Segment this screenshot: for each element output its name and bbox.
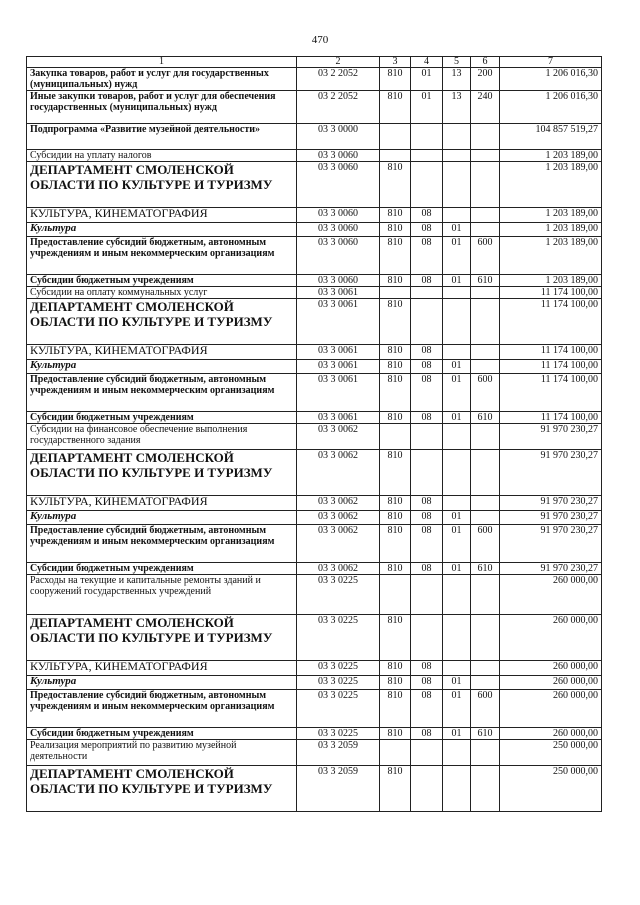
row-ministry-code xyxy=(380,740,411,766)
row-amount: 91 970 230,27 xyxy=(500,424,602,450)
row-target-code: 03 3 0225 xyxy=(297,728,380,740)
row-target-code: 03 3 2059 xyxy=(297,766,380,812)
row-ministry-code: 810 xyxy=(380,91,411,124)
row-ministry-code: 810 xyxy=(380,496,411,511)
row-target-code: 03 3 0060 xyxy=(297,150,380,162)
row-target-code: 03 3 0225 xyxy=(297,676,380,690)
row-section-code: 08 xyxy=(411,728,443,740)
row-subsection-code xyxy=(443,287,471,299)
row-subsection-code: 01 xyxy=(443,360,471,374)
row-section-code xyxy=(411,287,443,299)
row-section-code: 08 xyxy=(411,345,443,360)
row-subsection-code xyxy=(443,124,471,150)
row-ministry-code: 810 xyxy=(380,450,411,496)
row-target-code: 03 3 0225 xyxy=(297,615,380,661)
row-ministry-code: 810 xyxy=(380,345,411,360)
row-amount: 1 203 189,00 xyxy=(500,208,602,223)
row-target-code: 03 3 0225 xyxy=(297,661,380,676)
row-section-code xyxy=(411,150,443,162)
row-ministry-code: 810 xyxy=(380,511,411,525)
row-amount: 250 000,00 xyxy=(500,740,602,766)
row-target-code: 03 3 0061 xyxy=(297,412,380,424)
row-target-code: 03 3 0225 xyxy=(297,575,380,615)
row-section-code xyxy=(411,124,443,150)
row-target-code: 03 3 0060 xyxy=(297,162,380,208)
row-ministry-code: 810 xyxy=(380,374,411,412)
row-target-code: 03 2 2052 xyxy=(297,91,380,124)
row-subsection-code: 13 xyxy=(443,91,471,124)
row-expense-type: 600 xyxy=(471,525,500,563)
row-name: Предоставление субсидий бюджетным, автономным учреждениям и иным некоммерческим организациям xyxy=(27,374,297,412)
column-header-4: 4 xyxy=(411,57,443,68)
row-name: ДЕПАРТАМЕНТ СМОЛЕНСКОЙ ОБЛАСТИ ПО КУЛЬТУРЕ И ТУРИЗМУ xyxy=(27,615,297,661)
row-subsection-code: 01 xyxy=(443,275,471,287)
row-ministry-code: 810 xyxy=(380,275,411,287)
row-subsection-code xyxy=(443,150,471,162)
row-amount: 1 203 189,00 xyxy=(500,162,602,208)
table-row xyxy=(27,496,602,511)
row-target-code: 03 3 0061 xyxy=(297,299,380,345)
row-ministry-code: 810 xyxy=(380,299,411,345)
row-section-code xyxy=(411,162,443,208)
table-row xyxy=(27,275,602,287)
row-subsection-code xyxy=(443,299,471,345)
row-amount: 1 203 189,00 xyxy=(500,275,602,287)
row-subsection-code xyxy=(443,450,471,496)
row-amount: 91 970 230,27 xyxy=(500,525,602,563)
row-section-code: 08 xyxy=(411,511,443,525)
row-section-code xyxy=(411,450,443,496)
row-target-code: 03 3 0062 xyxy=(297,450,380,496)
row-amount: 11 174 100,00 xyxy=(500,287,602,299)
row-amount: 1 203 189,00 xyxy=(500,237,602,275)
row-ministry-code: 810 xyxy=(380,690,411,728)
row-expense-type xyxy=(471,345,500,360)
column-header-1: 1 xyxy=(27,57,297,68)
row-amount: 91 970 230,27 xyxy=(500,511,602,525)
row-section-code xyxy=(411,615,443,661)
row-name: Расходы на текущие и капитальные ремонты зданий и сооружений государственных учреждений xyxy=(27,575,297,615)
row-section-code: 08 xyxy=(411,412,443,424)
row-target-code: 03 3 0062 xyxy=(297,525,380,563)
row-amount: 11 174 100,00 xyxy=(500,299,602,345)
table-row xyxy=(27,208,602,223)
row-section-code xyxy=(411,299,443,345)
row-amount: 104 857 519,27 xyxy=(500,124,602,150)
row-name: Предоставление субсидий бюджетным, автономным учреждениям и иным некоммерческим организациям xyxy=(27,690,297,728)
row-section-code xyxy=(411,766,443,812)
row-expense-type xyxy=(471,424,500,450)
row-name: ДЕПАРТАМЕНТ СМОЛЕНСКОЙ ОБЛАСТИ ПО КУЛЬТУРЕ И ТУРИЗМУ xyxy=(27,450,297,496)
row-subsection-code: 01 xyxy=(443,237,471,275)
row-expense-type: 610 xyxy=(471,275,500,287)
row-section-code: 01 xyxy=(411,91,443,124)
row-expense-type: 200 xyxy=(471,68,500,91)
row-section-code: 08 xyxy=(411,237,443,275)
row-section-code xyxy=(411,424,443,450)
row-subsection-code: 13 xyxy=(443,68,471,91)
row-expense-type xyxy=(471,615,500,661)
table-row xyxy=(27,360,602,374)
table-row xyxy=(27,511,602,525)
row-section-code: 08 xyxy=(411,661,443,676)
row-name: Субсидии бюджетным учреждениям xyxy=(27,563,297,575)
row-expense-type: 600 xyxy=(471,237,500,275)
row-expense-type xyxy=(471,496,500,511)
budget-table xyxy=(26,56,602,812)
row-expense-type xyxy=(471,150,500,162)
row-amount: 260 000,00 xyxy=(500,615,602,661)
row-name: КУЛЬТУРА, КИНЕМАТОГРАФИЯ xyxy=(27,661,297,676)
row-amount: 1 206 016,30 xyxy=(500,91,602,124)
table-row xyxy=(27,563,602,575)
table-row xyxy=(27,287,602,299)
row-expense-type xyxy=(471,360,500,374)
row-amount: 260 000,00 xyxy=(500,661,602,676)
row-amount: 260 000,00 xyxy=(500,676,602,690)
row-section-code: 08 xyxy=(411,496,443,511)
row-name: ДЕПАРТАМЕНТ СМОЛЕНСКОЙ ОБЛАСТИ ПО КУЛЬТУРЕ И ТУРИЗМУ xyxy=(27,299,297,345)
row-expense-type: 610 xyxy=(471,412,500,424)
row-ministry-code xyxy=(380,287,411,299)
row-name: Реализация мероприятий по развитию музейной деятельности xyxy=(27,740,297,766)
row-subsection-code xyxy=(443,615,471,661)
table-row xyxy=(27,525,602,563)
row-amount: 250 000,00 xyxy=(500,766,602,812)
table-row xyxy=(27,676,602,690)
row-section-code: 08 xyxy=(411,360,443,374)
row-amount: 91 970 230,27 xyxy=(500,496,602,511)
row-ministry-code: 810 xyxy=(380,412,411,424)
row-section-code: 01 xyxy=(411,68,443,91)
table-row xyxy=(27,412,602,424)
table-row xyxy=(27,690,602,728)
table-row xyxy=(27,237,602,275)
row-expense-type: 240 xyxy=(471,91,500,124)
table-row xyxy=(27,223,602,237)
row-subsection-code xyxy=(443,661,471,676)
row-ministry-code xyxy=(380,424,411,450)
row-amount: 11 174 100,00 xyxy=(500,360,602,374)
row-target-code: 03 3 0061 xyxy=(297,374,380,412)
row-ministry-code: 810 xyxy=(380,615,411,661)
row-name: Культура xyxy=(27,511,297,525)
table-row xyxy=(27,575,602,615)
row-target-code: 03 3 0000 xyxy=(297,124,380,150)
row-expense-type xyxy=(471,676,500,690)
row-expense-type xyxy=(471,208,500,223)
row-name: Субсидии на оплату коммунальных услуг xyxy=(27,287,297,299)
table-row xyxy=(27,615,602,661)
row-subsection-code: 01 xyxy=(443,511,471,525)
column-header-6: 6 xyxy=(471,57,500,68)
row-ministry-code: 810 xyxy=(380,208,411,223)
row-name: Предоставление субсидий бюджетным, автономным учреждениям и иным некоммерческим организациям xyxy=(27,237,297,275)
row-expense-type xyxy=(471,766,500,812)
row-section-code xyxy=(411,575,443,615)
row-subsection-code xyxy=(443,345,471,360)
row-ministry-code: 810 xyxy=(380,360,411,374)
row-subsection-code: 01 xyxy=(443,676,471,690)
table-row xyxy=(27,345,602,360)
row-amount: 1 203 189,00 xyxy=(500,150,602,162)
row-amount: 91 970 230,27 xyxy=(500,563,602,575)
row-section-code: 08 xyxy=(411,690,443,728)
row-subsection-code: 01 xyxy=(443,525,471,563)
row-target-code: 03 3 0062 xyxy=(297,511,380,525)
row-amount: 11 174 100,00 xyxy=(500,412,602,424)
row-ministry-code: 810 xyxy=(380,237,411,275)
row-target-code: 03 3 0060 xyxy=(297,275,380,287)
row-target-code: 03 3 0062 xyxy=(297,563,380,575)
table-row xyxy=(27,728,602,740)
row-target-code: 03 3 0060 xyxy=(297,208,380,223)
column-number-header xyxy=(27,57,602,68)
table-row xyxy=(27,450,602,496)
row-section-code: 08 xyxy=(411,208,443,223)
row-name: Иные закупки товаров, работ и услуг для обеспечения государственных (муниципальных) нужд xyxy=(27,91,297,124)
row-target-code: 03 3 0060 xyxy=(297,237,380,275)
row-ministry-code: 810 xyxy=(380,525,411,563)
row-name: Субсидии бюджетным учреждениям xyxy=(27,275,297,287)
row-section-code: 08 xyxy=(411,525,443,563)
row-name: Закупка товаров, работ и услуг для государственных (муниципальных) нужд xyxy=(27,68,297,91)
row-target-code: 03 2 2052 xyxy=(297,68,380,91)
row-amount: 260 000,00 xyxy=(500,575,602,615)
row-expense-type xyxy=(471,661,500,676)
row-target-code: 03 3 0061 xyxy=(297,345,380,360)
row-name: Культура xyxy=(27,360,297,374)
page-number: 470 xyxy=(311,34,329,46)
table-row xyxy=(27,299,602,345)
row-subsection-code: 01 xyxy=(443,223,471,237)
row-amount: 1 206 016,30 xyxy=(500,68,602,91)
row-name: ДЕПАРТАМЕНТ СМОЛЕНСКОЙ ОБЛАСТИ ПО КУЛЬТУРЕ И ТУРИЗМУ xyxy=(27,162,297,208)
row-expense-type: 610 xyxy=(471,563,500,575)
row-expense-type xyxy=(471,162,500,208)
row-amount: 260 000,00 xyxy=(500,690,602,728)
row-expense-type xyxy=(471,124,500,150)
row-name: Культура xyxy=(27,676,297,690)
row-section-code: 08 xyxy=(411,676,443,690)
row-section-code: 08 xyxy=(411,223,443,237)
row-subsection-code: 01 xyxy=(443,563,471,575)
row-subsection-code xyxy=(443,424,471,450)
row-name: КУЛЬТУРА, КИНЕМАТОГРАФИЯ xyxy=(27,496,297,511)
row-target-code: 03 3 0061 xyxy=(297,287,380,299)
row-subsection-code xyxy=(443,208,471,223)
row-target-code: 03 3 0061 xyxy=(297,360,380,374)
row-name: Субсидии на финансовое обеспечение выполнения государственного задания xyxy=(27,424,297,450)
row-ministry-code: 810 xyxy=(380,766,411,812)
row-amount: 11 174 100,00 xyxy=(500,345,602,360)
row-expense-type xyxy=(471,299,500,345)
row-subsection-code xyxy=(443,766,471,812)
row-expense-type xyxy=(471,740,500,766)
row-target-code: 03 3 0062 xyxy=(297,424,380,450)
row-ministry-code: 810 xyxy=(380,162,411,208)
row-target-code: 03 3 0225 xyxy=(297,690,380,728)
row-subsection-code xyxy=(443,162,471,208)
row-expense-type: 600 xyxy=(471,374,500,412)
row-subsection-code xyxy=(443,496,471,511)
row-expense-type xyxy=(471,223,500,237)
row-subsection-code xyxy=(443,575,471,615)
table-row xyxy=(27,424,602,450)
row-section-code: 08 xyxy=(411,374,443,412)
row-expense-type: 610 xyxy=(471,728,500,740)
row-name: Субсидии бюджетным учреждениям xyxy=(27,412,297,424)
column-header-3: 3 xyxy=(380,57,411,68)
row-ministry-code: 810 xyxy=(380,676,411,690)
row-name: КУЛЬТУРА, КИНЕМАТОГРАФИЯ xyxy=(27,208,297,223)
row-target-code: 03 3 2059 xyxy=(297,740,380,766)
row-name: Предоставление субсидий бюджетным, автономным учреждениям и иным некоммерческим организациям xyxy=(27,525,297,563)
row-expense-type: 600 xyxy=(471,690,500,728)
table-row xyxy=(27,124,602,150)
row-name: Субсидии на уплату налогов xyxy=(27,150,297,162)
row-ministry-code xyxy=(380,575,411,615)
column-header-7: 7 xyxy=(500,57,602,68)
table-row xyxy=(27,91,602,124)
row-name: КУЛЬТУРА, КИНЕМАТОГРАФИЯ xyxy=(27,345,297,360)
column-header-2: 2 xyxy=(297,57,380,68)
row-subsection-code: 01 xyxy=(443,690,471,728)
row-name: Субсидии бюджетным учреждениям xyxy=(27,728,297,740)
row-expense-type xyxy=(471,450,500,496)
table-row xyxy=(27,661,602,676)
budget-table-body xyxy=(27,57,602,812)
table-row xyxy=(27,740,602,766)
row-amount: 91 970 230,27 xyxy=(500,450,602,496)
row-name: Культура xyxy=(27,223,297,237)
row-name: Подпрограмма «Развитие музейной деятельности» xyxy=(27,124,297,150)
row-ministry-code xyxy=(380,150,411,162)
row-expense-type xyxy=(471,287,500,299)
row-subsection-code xyxy=(443,740,471,766)
row-subsection-code: 01 xyxy=(443,412,471,424)
table-row xyxy=(27,374,602,412)
column-header-5: 5 xyxy=(443,57,471,68)
row-section-code: 08 xyxy=(411,563,443,575)
row-ministry-code xyxy=(380,124,411,150)
row-expense-type xyxy=(471,575,500,615)
row-section-code: 08 xyxy=(411,275,443,287)
row-amount: 260 000,00 xyxy=(500,728,602,740)
row-expense-type xyxy=(471,511,500,525)
row-ministry-code: 810 xyxy=(380,728,411,740)
row-target-code: 03 3 0062 xyxy=(297,496,380,511)
table-row xyxy=(27,68,602,91)
row-amount: 11 174 100,00 xyxy=(500,374,602,412)
row-subsection-code: 01 xyxy=(443,374,471,412)
row-section-code xyxy=(411,740,443,766)
row-ministry-code: 810 xyxy=(380,661,411,676)
table-row xyxy=(27,766,602,812)
row-subsection-code: 01 xyxy=(443,728,471,740)
row-ministry-code: 810 xyxy=(380,563,411,575)
row-ministry-code: 810 xyxy=(380,223,411,237)
table-row xyxy=(27,150,602,162)
row-amount: 1 203 189,00 xyxy=(500,223,602,237)
table-row xyxy=(27,162,602,208)
row-target-code: 03 3 0060 xyxy=(297,223,380,237)
row-ministry-code: 810 xyxy=(380,68,411,91)
row-name: ДЕПАРТАМЕНТ СМОЛЕНСКОЙ ОБЛАСТИ ПО КУЛЬТУРЕ И ТУРИЗМУ xyxy=(27,766,297,812)
